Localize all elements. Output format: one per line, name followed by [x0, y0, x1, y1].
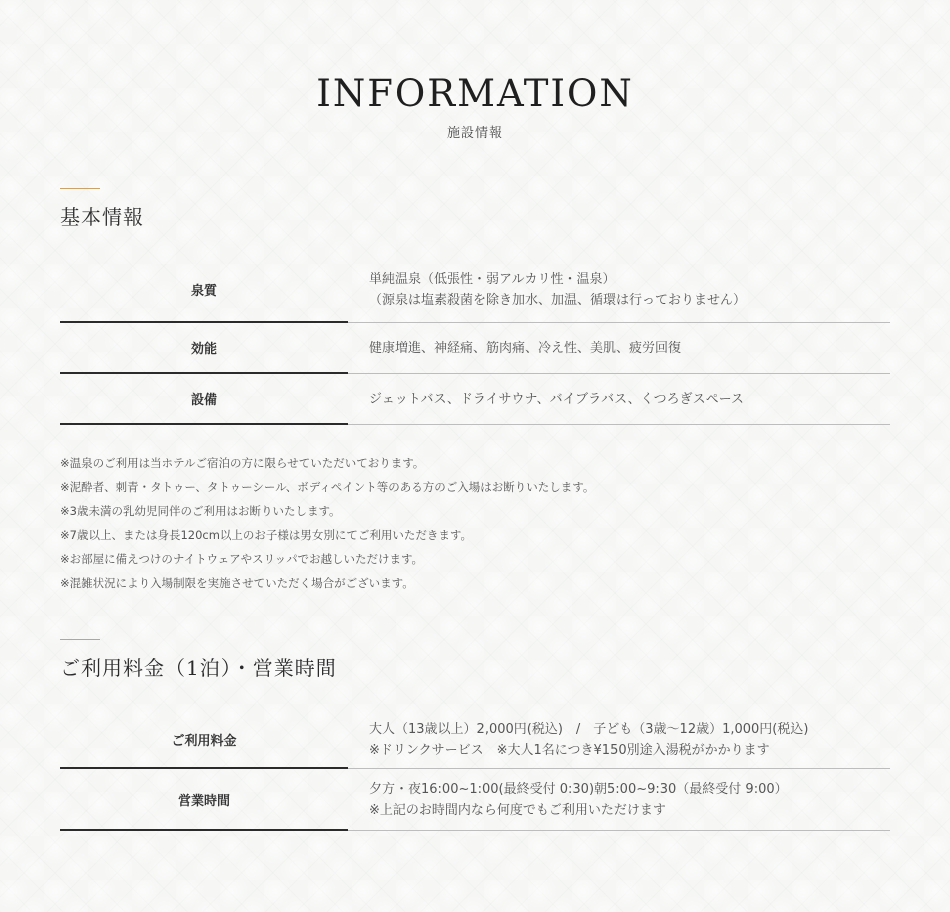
row-label: 泉質 — [60, 257, 348, 323]
row-label: 効能 — [60, 323, 348, 374]
row-label: 設備 — [60, 374, 348, 425]
page-subtitle: 施設情報 — [446, 126, 503, 141]
note-item: ※混雑状況により入場制限を実施させていただく場合がございます。 — [60, 576, 414, 590]
page-header — [0, 72, 950, 141]
table-row — [60, 257, 890, 323]
note-item: ※温泉のご利用は当ホテルご宿泊の方に限らせていただいております。 — [60, 456, 425, 470]
table-row — [60, 712, 890, 769]
fees-hours-section — [60, 639, 890, 831]
notes-list — [60, 451, 890, 595]
fees-hours-table — [60, 712, 890, 831]
row-label: ご利用料金 — [60, 712, 348, 769]
row-value-line: （源泉は塩素殺菌を除き加水、加温、循環は行っておりません） — [369, 292, 747, 308]
row-value-line: 単純温泉（低張性・弱アルカリ性・温泉） — [369, 271, 616, 287]
row-value-line: ※上記のお時間内なら何度でもご利用いただけます — [369, 802, 666, 818]
row-value — [348, 257, 890, 323]
row-value-line: 健康増進、神経痛、筋肉痛、冷え性、美肌、疲労回復 — [369, 340, 682, 356]
note-item: ※泥酔者、刺青・タトゥー、タトゥーシール、ボディペイント等のある方のご入場はお断りいたします。 — [60, 480, 595, 494]
basic-info-table — [60, 257, 890, 425]
section-accent-line — [60, 188, 100, 189]
note-item: ※お部屋に備えつけのナイトウェアやスリッパでお越しいただけます。 — [60, 552, 424, 566]
row-value — [348, 712, 890, 769]
table-row — [60, 374, 890, 425]
row-value-line: ※ドリンクサービス ※大人1名につき¥150別途入湯税がかかります — [369, 743, 770, 758]
note-item: ※7歳以上、または身長120cm以上のお子様は男女別にてご利用いただきます。 — [60, 528, 473, 542]
basic-info-section — [60, 188, 890, 595]
section-title: 基本情報 — [60, 205, 144, 229]
note-item: ※3歳未満の乳幼児同伴のご利用はお断りいたします。 — [60, 504, 341, 518]
row-value — [348, 769, 890, 831]
table-row — [60, 323, 890, 374]
row-value-line: 夕方・夜16:00~1:00(最終受付 0:30)朝5:00~9:30（最終受付 9:00） — [369, 781, 788, 797]
row-label: 営業時間 — [60, 769, 348, 831]
page-title: INFORMATION — [316, 72, 634, 115]
row-value-line: ジェットバス、ドライサウナ、バイブラバス、くつろぎスペース — [369, 391, 744, 407]
table-row — [60, 769, 890, 831]
section-title: ご利用料金（1泊）・営業時間 — [60, 656, 337, 680]
row-value-line: 大人（13歳以上）2,000円(税込) / 子ども（3歳〜12歳）1,000円(税込) — [369, 722, 809, 737]
row-value — [348, 323, 890, 374]
row-value — [348, 374, 890, 425]
section-accent-line — [60, 639, 100, 640]
